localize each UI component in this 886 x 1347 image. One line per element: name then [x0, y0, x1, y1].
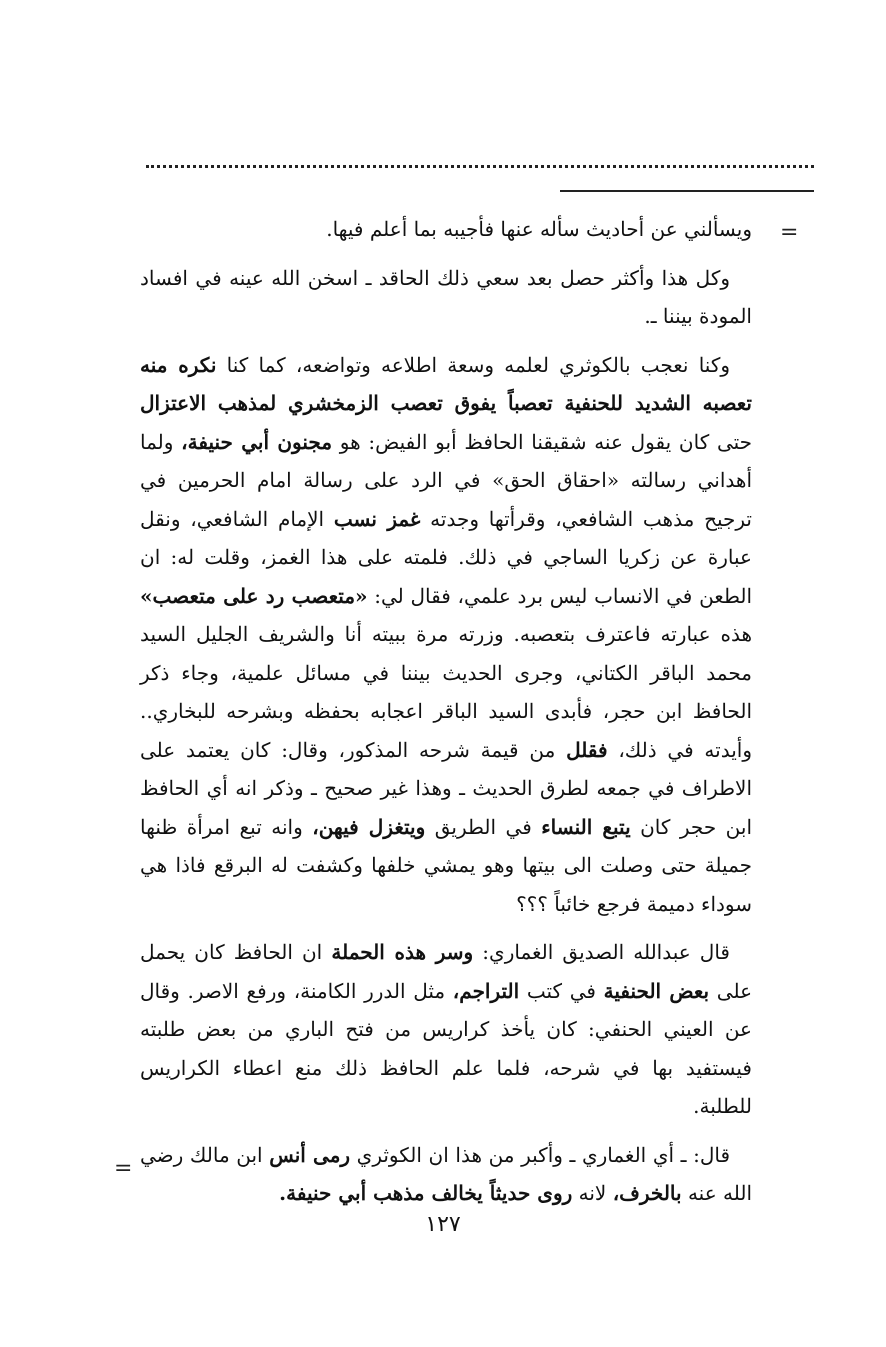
- paragraph-p4: [140, 933, 752, 1126]
- bold-text: نكره منه تعصبه الشديد للحنفية تعصباً يفوق تعصب الزمخشري لمذهب الاعتزال: [140, 352, 752, 415]
- bold-text: رمى أنس: [269, 1142, 351, 1167]
- text-run: وانه تبع امرأة ظنها جميلة حتى وصلت الى بيتها وهو يمشي خلفها وكشفت له البرقع فاذا هي سوداء دميمة فرجع خائباً ؟؟؟: [140, 814, 752, 916]
- paragraph-p2: [140, 259, 752, 336]
- body-text: [140, 210, 752, 1213]
- bold-text: التراجم،: [452, 978, 520, 1003]
- page-number: ١٢٧: [425, 1212, 461, 1237]
- bold-text: مجنون أبي حنيفة،: [181, 429, 333, 454]
- text-run: حتى كان يقول عنه شقيقنا الحافظ أبو الفيض: هو: [332, 429, 753, 454]
- text-run: لانه: [572, 1181, 613, 1205]
- margin-mark-bottom: =: [114, 1156, 133, 1181]
- text-run: في الطريق: [425, 814, 542, 839]
- bold-text: يتبع النساء: [541, 814, 631, 839]
- text-run: وكل هذا وأكثر حصل بعد سعي ذلك الحاقد ـ اسخن الله عينه في افساد المودة بيننا ـ.: [140, 265, 752, 328]
- paragraph-p3: [140, 346, 752, 924]
- bold-text: روى حديثاً يخالف مذهب أبي حنيفة.: [279, 1181, 573, 1205]
- paragraph-p5: [140, 1136, 752, 1213]
- text-run: وكنا نعجب بالكوثري لعلمه وسعة اطلاعه وتواضعه، كما كنا: [216, 352, 730, 377]
- text-run: في كتب: [519, 978, 604, 1003]
- text-run: قال: ـ أي الغماري ـ وأكبر من هذا ان الكوثري: [350, 1142, 731, 1167]
- text-run: ان الحافظ كان يحمل على: [140, 940, 753, 1003]
- bold-text: بعض الحنفية: [603, 978, 710, 1003]
- bold-text: «متعصب رد على متعصب»: [140, 583, 368, 608]
- text-run: ابن مالك رضي الله عنه: [140, 1142, 752, 1205]
- text-run: الإمام الشافعي، ونقل عبارة عن زكريا الساجي في ذلك. فلمته على هذا الغمز، وقلت له: ان الطعن في الانساب ليس برد علمي، فقال لي:: [140, 506, 752, 608]
- paragraph-p1: [140, 210, 752, 249]
- bold-text: وسر هذه الحملة: [331, 940, 474, 964]
- bold-text: بالخرف،: [612, 1181, 682, 1205]
- margin-mark-top: =: [780, 220, 799, 245]
- text-run: قال عبدالله الصديق الغماري:: [473, 940, 730, 964]
- text-run: ولما أهداني رسالته «احقاق الحق» في الرد على رسالة امام الحرمين في ترجيح مذهب الشافعي، وقرأتها وجدته: [140, 429, 753, 531]
- text-run: مثل الدرر الكامنة، ورفع الاصر. وقال عن العيني الحنفي: كان يأخذ كراريس من فتح الباري من بعض طلبته فيستفيد بها في شرحه، فلما علم الحافظ ذلك منع اعطاء الكراريس للطلبة.: [140, 978, 752, 1118]
- text-run: هذه عبارته فاعترف بتعصبه. وزرته مرة ببيته أنا والشريف الجليل السيد محمد الباقر الكتاني، وجرى الحديث بيننا في مسائل علمية، وجاء ذكر الحافظ ابن حجر، فأبدى السيد الباقر اعجابه بحفظه وبشرحه للبخاري.. وأيدته في ذلك،: [140, 622, 752, 762]
- footnote-rule: [560, 190, 814, 192]
- text-run: من قيمة شرحه المذكور، وقال: كان يعتمد على الاطراف في جمعه لطرق الحديث ـ وهذا غير صحيح ـ وذكر انه أي الحافظ ابن حجر كان: [140, 737, 752, 839]
- bold-text: ويتغزل فيهن،: [312, 814, 426, 839]
- bold-text: غمز نسب: [333, 506, 421, 531]
- text-run: ويسألني عن أحاديث سأله عنها فأجيبه بما أعلم فيها.: [326, 217, 752, 241]
- bold-text: فقلل: [566, 737, 608, 762]
- dotted-separator: [146, 165, 814, 168]
